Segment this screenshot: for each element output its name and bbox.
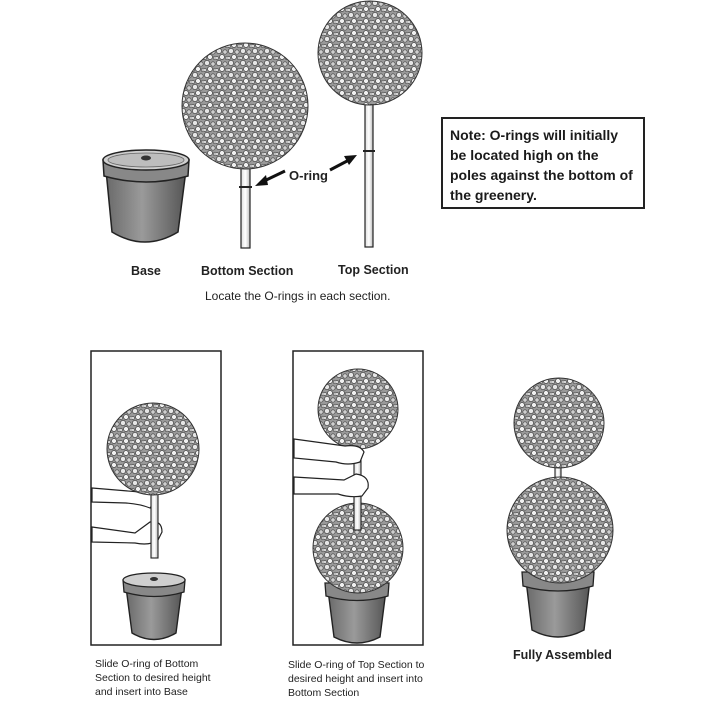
label-bottom-section: Bottom Section xyxy=(201,264,294,278)
note-box: Note: O-rings will initially be located high on the poles against the bottom of the greenery. xyxy=(441,117,645,209)
label-top-section: Top Section xyxy=(338,263,409,277)
bottom-section-plant xyxy=(182,43,308,248)
step1-illustration xyxy=(91,351,221,645)
top-section-plant xyxy=(318,1,422,247)
step2-caption: Slide O-ring of Top Section to desired height and insert into Bottom Section xyxy=(288,659,425,699)
step2-illustration xyxy=(293,351,423,645)
step3-caption: Fully Assembled xyxy=(513,648,612,662)
base-pot xyxy=(103,150,189,242)
step3-illustration xyxy=(507,378,613,637)
locate-orings-caption: Locate the O-rings in each section. xyxy=(205,289,391,303)
oring-callout-label: O-ring xyxy=(289,168,328,183)
label-base: Base xyxy=(131,264,161,278)
step1-caption: Slide O-ring of Bottom Section to desired height and insert into Base xyxy=(95,658,211,698)
